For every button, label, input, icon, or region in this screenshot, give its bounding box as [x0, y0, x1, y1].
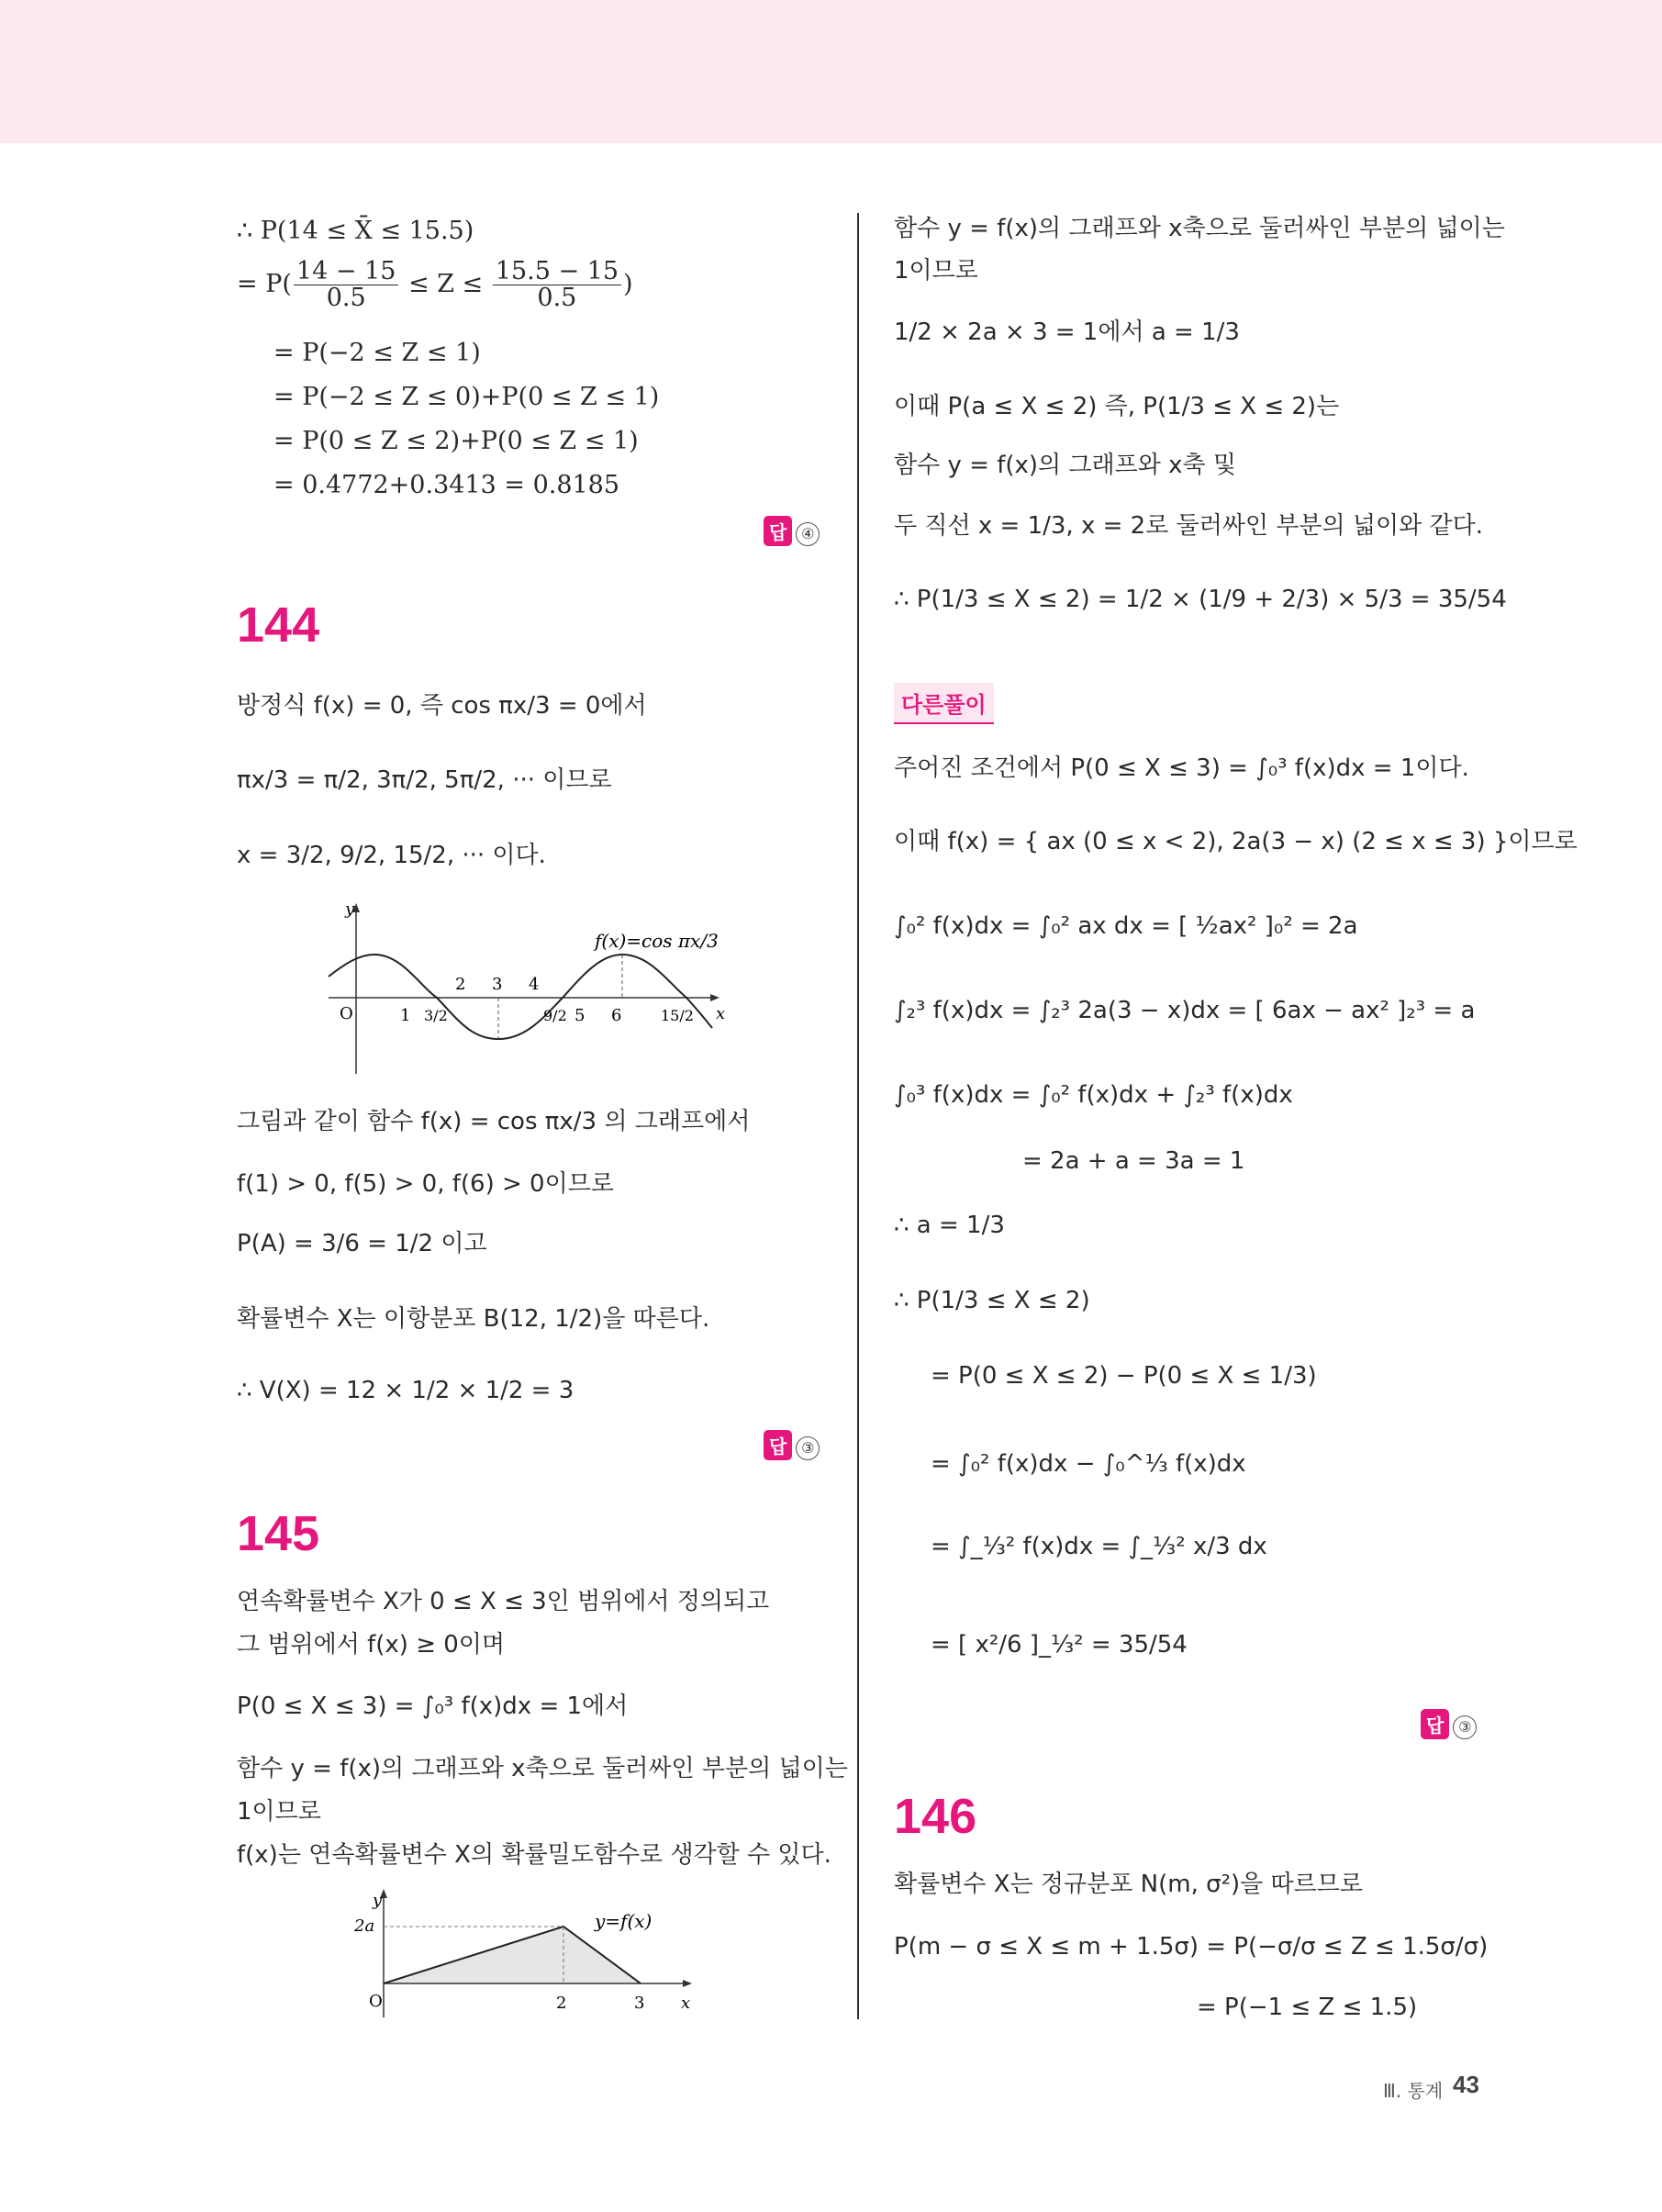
alt-line7: ∴ a = 1/3 — [894, 1212, 1005, 1239]
x-tick-label: 3 — [634, 1994, 645, 2013]
p144-line1: 방정식 f(x) = 0, 즉 cos πx/3 = 0에서 — [237, 692, 647, 720]
p145-cont-line6: 두 직선 x = 1/3, x = 2로 둘러싸인 부분의 넓이와 같다. — [894, 512, 1484, 540]
alternative-solution-tag: 다른풀이 — [894, 683, 994, 724]
p144-line7: 확률변수 X는 이항분포 B(12, 1/2)을 따른다. — [237, 1305, 710, 1333]
calc143-frac-prefix: = P( — [237, 270, 292, 298]
p145-line2: 그 범위에서 f(x) ≥ 0이며 — [237, 1631, 506, 1659]
tick-label: 4 — [529, 975, 540, 994]
p144-line6: P(A) = 3/6 = 1/2 이고 — [237, 1230, 487, 1257]
p145-line6: f(x)는 연속확률변수 X의 확률밀도함수로 생각할 수 있다. — [237, 1841, 831, 1869]
alt-line10: = ∫₀² f(x)dx − ∫₀^⅓ f(x)dx — [931, 1450, 1246, 1478]
answer-choice: ④ — [796, 522, 820, 546]
tick-label: 2 — [455, 975, 466, 994]
function-label: y=f(x) — [595, 1910, 653, 1932]
p145-cont-line4: 이때 P(a ≤ X ≤ 2) 즉, P(1/3 ≤ X ≤ 2)는 — [894, 393, 1340, 420]
answer-143 — [764, 516, 820, 546]
denominator: 0.5 — [537, 284, 577, 312]
column-divider — [857, 213, 859, 2019]
p144-line8: ∴ V(X) = 12 × 1/2 × 1/2 = 3 — [237, 1377, 574, 1404]
p145-line3: P(0 ≤ X ≤ 3) = ∫₀³ f(x)dx = 1에서 — [237, 1693, 629, 1720]
alt-line11: = ∫_⅓² f(x)dx = ∫_⅓² x/3 dx — [931, 1533, 1267, 1560]
alt-line3: ∫₀² f(x)dx = ∫₀² ax dx = [ ½ax² ]₀² = 2a — [894, 912, 1358, 940]
tick-label: 5 — [574, 1006, 586, 1025]
y-tick-label: 2a — [354, 1916, 375, 1936]
p145-cont-line7: ∴ P(1/3 ≤ X ≤ 2) = 1/2 × (1/9 + 2/3) × 5/3 = 35/54 — [894, 586, 1507, 613]
answer-badge: 답 — [764, 516, 792, 546]
x-arrow-icon — [683, 1980, 692, 1987]
header-band — [0, 0, 1662, 143]
calc143-line2: = P(−2 ≤ Z ≤ 1) — [273, 339, 481, 367]
tick-label: 9/2 — [543, 1007, 567, 1024]
cosine-curve — [329, 955, 712, 1039]
tick-label: 3/2 — [424, 1007, 448, 1024]
alt-line4: ∫₂³ f(x)dx = ∫₂³ 2a(3 − x)dx = [ 6ax − ax² ]₂³ = a — [894, 997, 1476, 1024]
origin-label: O — [369, 1992, 383, 2011]
alt-line6: = 2a + a = 3a = 1 — [1022, 1147, 1245, 1175]
p144-line5: f(1) > 0, f(5) > 0, f(6) > 0이므로 — [237, 1170, 614, 1198]
alt-line5: ∫₀³ f(x)dx = ∫₀² f(x)dx + ∫₂³ f(x)dx — [894, 1081, 1293, 1109]
problem-145-number: 145 — [237, 1506, 320, 1561]
x-axis-label: x — [681, 1994, 691, 2013]
origin-label: O — [340, 1004, 353, 1023]
density-graph — [347, 1889, 714, 2027]
answer-choice: ③ — [796, 1436, 820, 1460]
cosine-graph — [319, 899, 726, 1083]
p145-cont-line3: 1/2 × 2a × 3 = 1에서 a = 1/3 — [894, 318, 1240, 346]
problem-146-number: 146 — [894, 1789, 977, 1844]
tick-label: 6 — [611, 1006, 622, 1025]
tick-label: 1 — [400, 1006, 411, 1025]
x-arrow-icon — [710, 994, 719, 1001]
fraction — [493, 259, 621, 311]
answer-145 — [1421, 1709, 1477, 1739]
y-axis-label: y — [345, 899, 355, 919]
answer-badge: 답 — [764, 1430, 792, 1460]
numerator: 14 − 15 — [294, 259, 399, 285]
calc143-line3: = P(−2 ≤ Z ≤ 0)+P(0 ≤ Z ≤ 1) — [273, 383, 660, 411]
p145-line1: 연속확률변수 X가 0 ≤ X ≤ 3인 범위에서 정의되고 — [237, 1588, 770, 1615]
numerator: 15.5 − 15 — [493, 259, 621, 285]
p146-line3: = P(−1 ≤ Z ≤ 1.5) — [1197, 1994, 1418, 2021]
calc143-fraction-line — [237, 259, 633, 311]
p146-line2: P(m − σ ≤ X ≤ m + 1.5σ) = P(−σ/σ ≤ Z ≤ 1.5σ/σ) — [894, 1933, 1489, 1961]
p145-cont-line1: 함수 y = f(x)의 그래프와 x축으로 둘러싸인 부분의 넓이는 — [894, 215, 1505, 242]
answer-144 — [764, 1430, 820, 1460]
problem-144-number: 144 — [237, 598, 320, 653]
p145-line4: 함수 y = f(x)의 그래프와 x축으로 둘러싸인 부분의 넓이는 — [237, 1755, 848, 1782]
fraction — [294, 259, 399, 311]
alt-line9: = P(0 ≤ X ≤ 2) − P(0 ≤ X ≤ 1/3) — [931, 1362, 1317, 1390]
calc143-frac-suffix: ) — [623, 270, 633, 298]
p146-line1: 확률변수 X는 정규분포 N(m, σ²)을 따르므로 — [894, 1871, 1363, 1898]
p144-line2: πx/3 = π/2, 3π/2, 5π/2, ··· 이므로 — [237, 766, 612, 794]
page-number: 43 — [1453, 2071, 1479, 2098]
alt-line8: ∴ P(1/3 ≤ X ≤ 2) — [894, 1287, 1090, 1314]
p145-line5: 1이므로 — [237, 1798, 321, 1826]
function-label: f(x)=cos πx/3 — [595, 930, 719, 952]
p145-cont-line5: 함수 y = f(x)의 그래프와 x축 및 — [894, 452, 1237, 479]
calc143-line1: ∴ P(14 ≤ X̄ ≤ 15.5) — [237, 217, 474, 245]
y-axis-label: y — [373, 1891, 383, 1910]
answer-badge: 답 — [1421, 1709, 1449, 1739]
p144-line3: x = 3/2, 9/2, 15/2, ··· 이다. — [237, 842, 546, 869]
alt-line2: 이때 f(x) = { ax (0 ≤ x < 2), 2a(3 − x) (2 ≤ x ≤ 3) }이므로 — [894, 828, 1578, 855]
x-axis-label: x — [716, 1004, 726, 1023]
alt-line12: = [ x²/6 ]_⅓² = 35/54 — [931, 1631, 1188, 1659]
tick-label: 15/2 — [661, 1007, 694, 1024]
calc143-line4: = P(0 ≤ Z ≤ 2)+P(0 ≤ Z ≤ 1) — [273, 427, 639, 455]
footer-section-label: Ⅲ. 통계 — [1383, 2080, 1444, 2102]
alt-line1: 주어진 조건에서 P(0 ≤ X ≤ 3) = ∫₀³ f(x)dx = 1이다. — [894, 754, 1469, 782]
p145-cont-line2: 1이므로 — [894, 257, 978, 285]
tick-label: 3 — [492, 975, 503, 994]
calc143-line5: = 0.4772+0.3413 = 0.8185 — [273, 471, 620, 499]
x-tick-label: 2 — [556, 1994, 567, 2013]
answer-choice: ③ — [1453, 1715, 1477, 1739]
p144-line4: 그림과 같이 함수 f(x) = cos πx/3 의 그래프에서 — [237, 1108, 751, 1135]
denominator: 0.5 — [326, 284, 366, 312]
calc143-frac-mid: ≤ Z ≤ — [400, 270, 491, 298]
